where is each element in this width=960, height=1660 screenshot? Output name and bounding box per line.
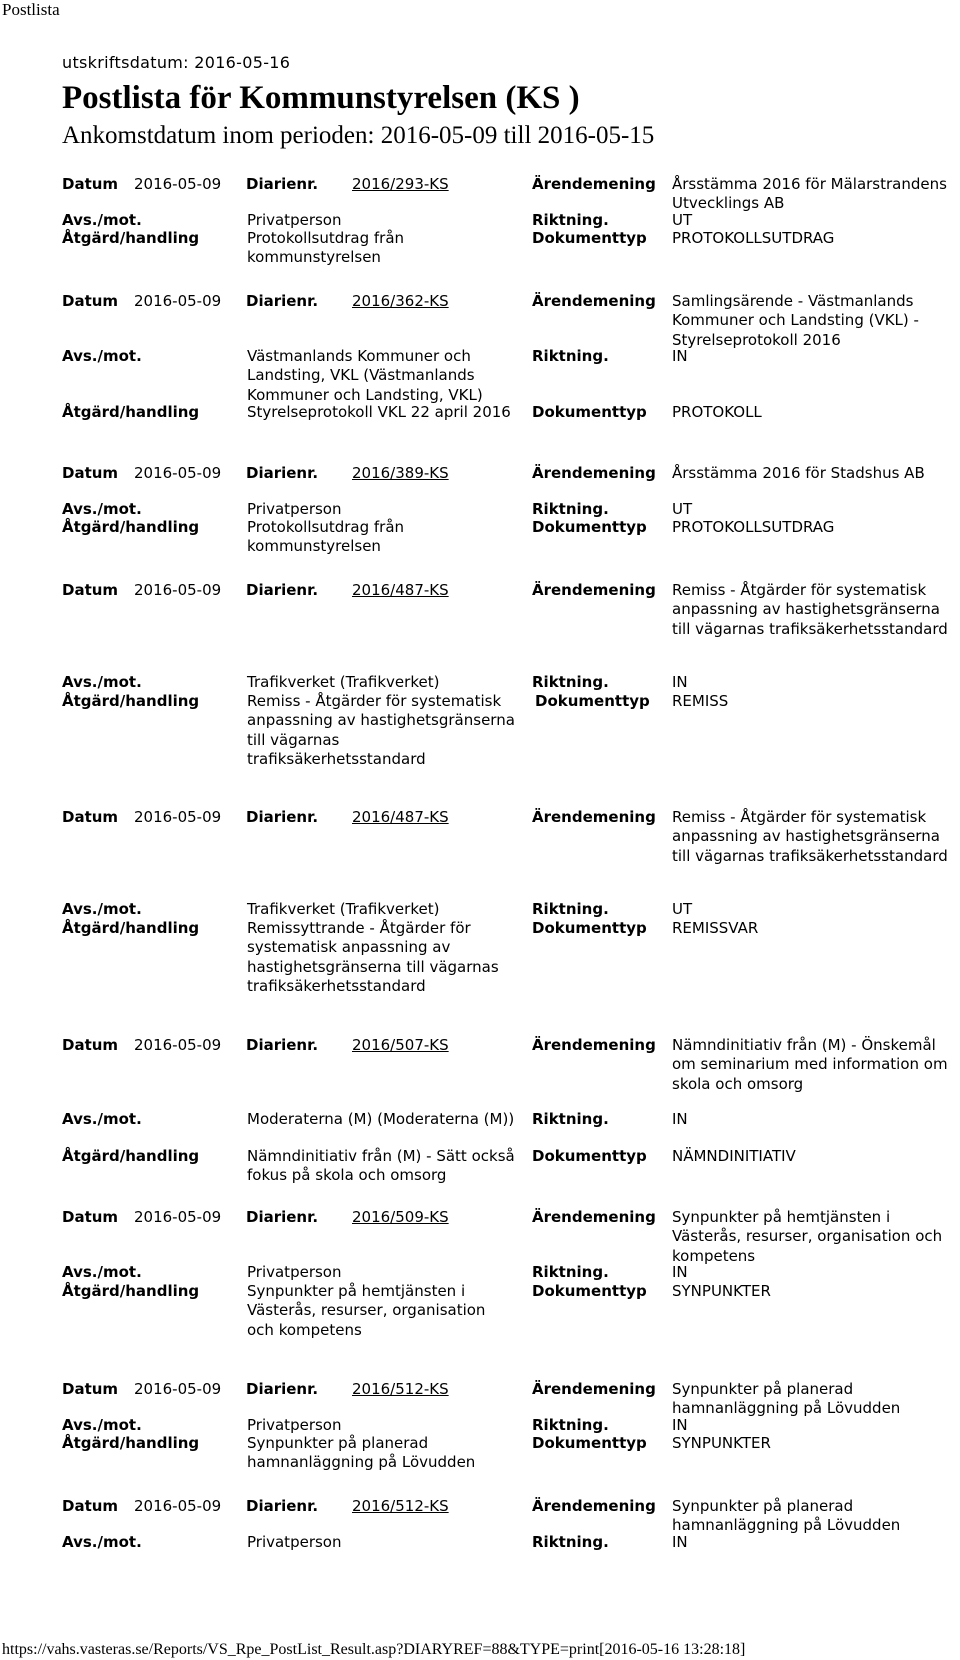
diarienr-label: Diarienr. (246, 464, 319, 482)
dokumenttyp-value: REMISS (672, 692, 729, 710)
avs-mot-label: Avs./mot. (62, 900, 142, 918)
atgard-row (0, 1434, 960, 1472)
riktning-label: Riktning. (532, 1263, 609, 1281)
avs-mot-value: Trafikverket (Trafikverket) (247, 900, 440, 918)
datum-value: 2016-05-09 (134, 1380, 222, 1398)
dokumenttyp-value: PROTOKOLL (672, 403, 762, 421)
avs-mot-label: Avs./mot. (62, 673, 142, 691)
diarienr-link[interactable]: 2016/487-KS (352, 581, 449, 599)
datum-row (0, 1036, 960, 1093)
avs-row (0, 1533, 960, 1552)
datum-row (0, 292, 960, 349)
datum-row (0, 1380, 960, 1418)
diarienr-link[interactable]: 2016/362-KS (352, 292, 449, 310)
atgard-label: Åtgärd/handling (62, 1282, 200, 1300)
browser-title: Postlista (2, 0, 60, 19)
riktning-label: Riktning. (532, 1533, 609, 1551)
riktning-label: Riktning. (532, 347, 609, 365)
diarienr-label: Diarienr. (246, 292, 319, 310)
avs-row (0, 1416, 960, 1435)
datum-value: 2016-05-09 (134, 1497, 222, 1515)
atgard-row (0, 1282, 960, 1339)
atgard-value: Protokollsutdrag från kommunstyrelsen (247, 229, 405, 267)
diarienr-label: Diarienr. (246, 1036, 319, 1054)
datum-row (0, 464, 960, 483)
dokumenttyp-value: SYNPUNKTER (672, 1434, 771, 1452)
datum-label: Datum (62, 1036, 119, 1054)
arendemening-label: Ärendemening (532, 1497, 656, 1515)
arendemening-value: Remiss - Åtgärder för systematisk anpassning av hastighetsgränserna till vägarnas trafiksäkerhetsstandard (672, 581, 948, 638)
atgard-value: Synpunkter på hemtjänsten i Västerås, resurser, organisation och kompetens (247, 1282, 486, 1339)
dokumenttyp-label: Dokumenttyp (532, 1282, 647, 1300)
riktning-label: Riktning. (532, 673, 609, 691)
avs-row (0, 673, 960, 692)
datum-row (0, 581, 960, 638)
avs-row (0, 211, 960, 230)
avs-mot-label: Avs./mot. (62, 1263, 142, 1281)
arendemening-value: Remiss - Åtgärder för systematisk anpassning av hastighetsgränserna till vägarnas trafiksäkerhetsstandard (672, 808, 948, 865)
datum-label: Datum (62, 1208, 119, 1226)
dokumenttyp-label: Dokumenttyp (532, 919, 647, 937)
datum-label: Datum (62, 464, 119, 482)
atgard-label: Åtgärd/handling (62, 403, 200, 421)
atgard-label: Åtgärd/handling (62, 1434, 200, 1452)
riktning-value: IN (672, 1263, 688, 1281)
diarienr-label: Diarienr. (246, 581, 319, 599)
datum-label: Datum (62, 175, 119, 193)
riktning-value: UT (672, 900, 693, 918)
avs-mot-value: Trafikverket (Trafikverket) (247, 673, 440, 691)
datum-value: 2016-05-09 (134, 175, 222, 193)
arendemening-value: Synpunkter på hemtjänsten i Västerås, resurser, organisation och kompetens (672, 1208, 943, 1265)
datum-row (0, 1497, 960, 1535)
diarienr-link[interactable]: 2016/509-KS (352, 1208, 449, 1226)
atgard-value: Remissyttrande - Åtgärder för systematisk anpassning av hastighetsgränserna till vägarnas trafiksäkerhetsstandard (247, 919, 499, 995)
dokumenttyp-value: PROTOKOLLSUTDRAG (672, 518, 835, 536)
avs-mot-label: Avs./mot. (62, 1533, 142, 1551)
arendemening-value: Nämndinitiativ från (M) - Önskemål om seminarium med information om skola och omsorg (672, 1036, 948, 1093)
diarienr-link[interactable]: 2016/293-KS (352, 175, 449, 193)
atgard-row (0, 1147, 960, 1185)
atgard-row (0, 919, 960, 995)
datum-value: 2016-05-09 (134, 1208, 222, 1226)
atgard-row (0, 403, 960, 422)
atgard-label: Åtgärd/handling (62, 518, 200, 536)
datum-value: 2016-05-09 (134, 292, 222, 310)
dokumenttyp-value: SYNPUNKTER (672, 1282, 771, 1300)
avs-mot-value: Privatperson (247, 1416, 342, 1434)
avs-mot-value: Privatperson (247, 1263, 342, 1281)
diarienr-label: Diarienr. (246, 1380, 319, 1398)
arendemening-label: Ärendemening (532, 175, 656, 193)
datum-label: Datum (62, 292, 119, 310)
datum-value: 2016-05-09 (134, 808, 222, 826)
atgard-row (0, 692, 960, 768)
riktning-value: IN (672, 1416, 688, 1434)
datum-value: 2016-05-09 (134, 581, 222, 599)
datum-row (0, 808, 960, 865)
dokumenttyp-label: Dokumenttyp (532, 403, 647, 421)
atgard-value: Styrelseprotokoll VKL 22 april 2016 (247, 403, 511, 421)
avs-mot-label: Avs./mot. (62, 1416, 142, 1434)
riktning-value: IN (672, 1110, 688, 1128)
avs-row (0, 1110, 960, 1129)
avs-row (0, 1263, 960, 1282)
avs-mot-value: Privatperson (247, 500, 342, 518)
riktning-value: UT (672, 500, 693, 518)
diarienr-label: Diarienr. (246, 1497, 319, 1515)
arendemening-value: Årsstämma 2016 för Mälarstrandens Utvecklings AB (672, 175, 947, 213)
atgard-value: Protokollsutdrag från kommunstyrelsen (247, 518, 405, 556)
avs-row (0, 347, 960, 404)
arendemening-value: Samlingsärende - Västmanlands Kommuner och Landsting (VKL) - Styrelseprotokoll 2016 (672, 292, 919, 349)
datum-label: Datum (62, 808, 119, 826)
atgard-value: Remiss - Åtgärder för systematisk anpassning av hastighetsgränserna till vägarnas trafiksäkerhetsstandard (247, 692, 515, 768)
dokumenttyp-label: Dokumenttyp (532, 229, 647, 247)
riktning-label: Riktning. (532, 1110, 609, 1128)
dokumenttyp-label: Dokumenttyp (532, 518, 647, 536)
arendemening-label: Ärendemening (532, 1208, 656, 1226)
avs-mot-value: Privatperson (247, 1533, 342, 1551)
atgard-value: Synpunkter på planerad hamnanläggning på Lövudden (247, 1434, 476, 1472)
arendemening-label: Ärendemening (532, 1036, 656, 1054)
arendemening-value: Synpunkter på planerad hamnanläggning på Lövudden (672, 1380, 901, 1418)
datum-value: 2016-05-09 (134, 1036, 222, 1054)
riktning-label: Riktning. (532, 500, 609, 518)
datum-label: Datum (62, 1380, 119, 1398)
datum-value: 2016-05-09 (134, 464, 222, 482)
arendemening-label: Ärendemening (532, 292, 656, 310)
arendemening-label: Ärendemening (532, 464, 656, 482)
avs-mot-value: Västmanlands Kommuner och Landsting, VKL (Västmanlands Kommuner och Landsting, VKL) (247, 347, 483, 404)
avs-row (0, 500, 960, 519)
diarienr-label: Diarienr. (246, 175, 319, 193)
datum-label: Datum (62, 581, 119, 599)
riktning-label: Riktning. (532, 900, 609, 918)
dokumenttyp-label: Dokumenttyp (535, 692, 650, 710)
dokumenttyp-value: PROTOKOLLSUTDRAG (672, 229, 835, 247)
avs-row (0, 900, 960, 919)
diarienr-link[interactable]: 2016/512-KS (352, 1380, 449, 1398)
arendemening-label: Ärendemening (532, 581, 656, 599)
atgard-label: Åtgärd/handling (62, 1147, 200, 1165)
avs-mot-label: Avs./mot. (62, 1110, 142, 1128)
atgard-label: Åtgärd/handling (62, 919, 200, 937)
print-date: utskriftsdatum: 2016-05-16 (62, 53, 291, 72)
avs-mot-value: Moderaterna (M) (Moderaterna (M)) (247, 1110, 515, 1128)
diarienr-link[interactable]: 2016/507-KS (352, 1036, 449, 1054)
page-subtitle: Ankomstdatum inom perioden: 2016-05-09 till 2016-05-15 (62, 122, 655, 149)
avs-mot-label: Avs./mot. (62, 347, 142, 365)
riktning-label: Riktning. (532, 1416, 609, 1434)
print-footer-url: https://vahs.vasteras.se/Reports/VS_Rpe_PostList_Result.asp?DIARYREF=88&TYPE=print[2016-05-16 13:28:18] (2, 1641, 746, 1658)
diarienr-link[interactable]: 2016/487-KS (352, 808, 449, 826)
atgard-row (0, 518, 960, 556)
arendemening-value: Årsstämma 2016 för Stadshus AB (672, 464, 925, 482)
avs-mot-label: Avs./mot. (62, 211, 142, 229)
arendemening-label: Ärendemening (532, 808, 656, 826)
diarienr-label: Diarienr. (246, 1208, 319, 1226)
atgard-label: Åtgärd/handling (62, 229, 200, 247)
diarienr-label: Diarienr. (246, 808, 319, 826)
atgard-row (0, 229, 960, 267)
riktning-value: IN (672, 673, 688, 691)
datum-label: Datum (62, 1497, 119, 1515)
diarienr-link[interactable]: 2016/512-KS (352, 1497, 449, 1515)
datum-row (0, 175, 960, 213)
dokumenttyp-value: NÄMNDINITIATIV (672, 1147, 796, 1165)
arendemening-value: Synpunkter på planerad hamnanläggning på Lövudden (672, 1497, 901, 1535)
atgard-label: Åtgärd/handling (62, 692, 200, 710)
datum-row (0, 1208, 960, 1265)
riktning-label: Riktning. (532, 211, 609, 229)
avs-mot-value: Privatperson (247, 211, 342, 229)
dokumenttyp-label: Dokumenttyp (532, 1434, 647, 1452)
riktning-value: IN (672, 1533, 688, 1551)
dokumenttyp-value: REMISSVAR (672, 919, 759, 937)
page-title: Postlista för Kommunstyrelsen (KS ) (62, 80, 580, 116)
avs-mot-label: Avs./mot. (62, 500, 142, 518)
arendemening-label: Ärendemening (532, 1380, 656, 1398)
riktning-value: IN (672, 347, 688, 365)
atgard-value: Nämndinitiativ från (M) - Sätt också fokus på skola och omsorg (247, 1147, 515, 1185)
riktning-value: UT (672, 211, 693, 229)
diarienr-link[interactable]: 2016/389-KS (352, 464, 449, 482)
dokumenttyp-label: Dokumenttyp (532, 1147, 647, 1165)
